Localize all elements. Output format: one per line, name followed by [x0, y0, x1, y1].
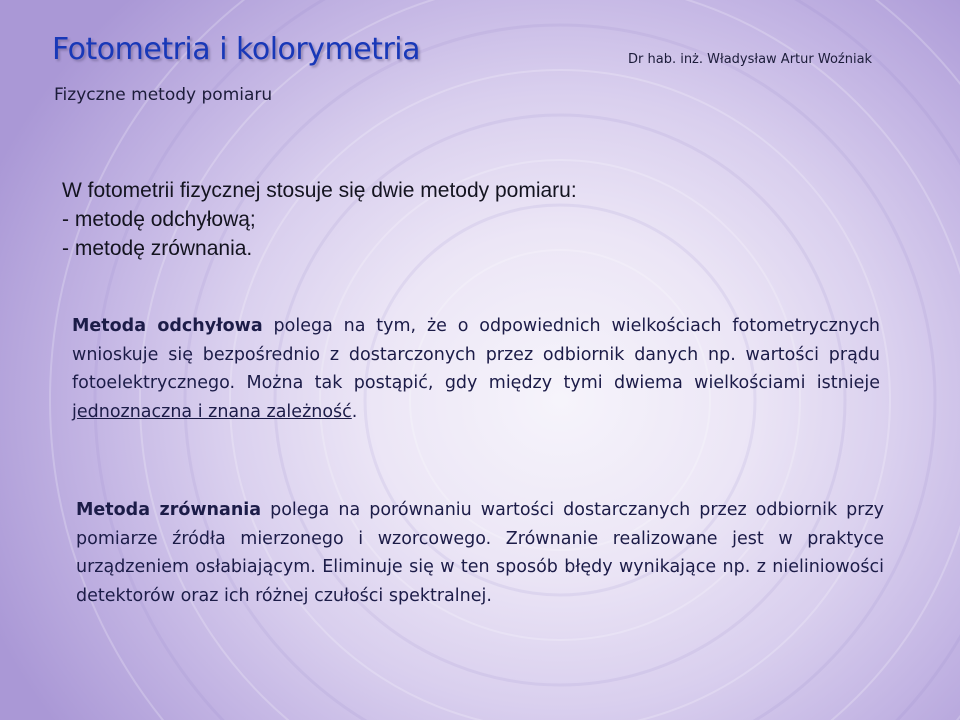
paragraph-text: polega na tym, że o odpowiednich wielkościach fotometrycznych wnioskuje się bezpośrednio z dostarczonych przez odbiornik danych np. wartości prądu fotoelektrycznego. Można tak postąpić, gdy między tymi dwiema wielkościami istnieje — [72, 316, 880, 393]
paragraph-equalization-method — [76, 496, 884, 610]
intro-list — [62, 176, 822, 263]
method-item-equalization: - metodę zrównania. — [62, 237, 253, 260]
method-item-deflection: - metodę odchyłową; — [62, 208, 256, 231]
paragraph-text: polega na porównaniu wartości dostarczanych przez odbiornik przy pomiarze źródła mierzonego i wzorcowego. Zrównanie realizowane jest w praktyce urządzeniem osłabiającym. Eliminuje się w ten sposób błędy wynikające np. z nieliniowości detektorów oraz ich różnej czułości spektralnej. — [76, 500, 884, 606]
paragraph-end: . — [351, 401, 358, 422]
underlined-phrase: jednoznaczna i znana zależność — [72, 401, 352, 422]
slide-title: Fotometria i kolorymetria — [52, 32, 420, 67]
term-equalization-method: Metoda zrównania — [76, 500, 262, 520]
intro-heading: W fotometrii fizycznej stosuje się dwie metody pomiaru: — [62, 179, 577, 202]
slide-subtitle: Fizyczne metody pomiaru — [54, 85, 273, 105]
author-name: Dr hab. inż. Władysław Artur Woźniak — [628, 52, 873, 67]
paragraph-deflection-method — [72, 312, 880, 426]
term-deflection-method: Metoda odchyłowa — [72, 316, 263, 336]
